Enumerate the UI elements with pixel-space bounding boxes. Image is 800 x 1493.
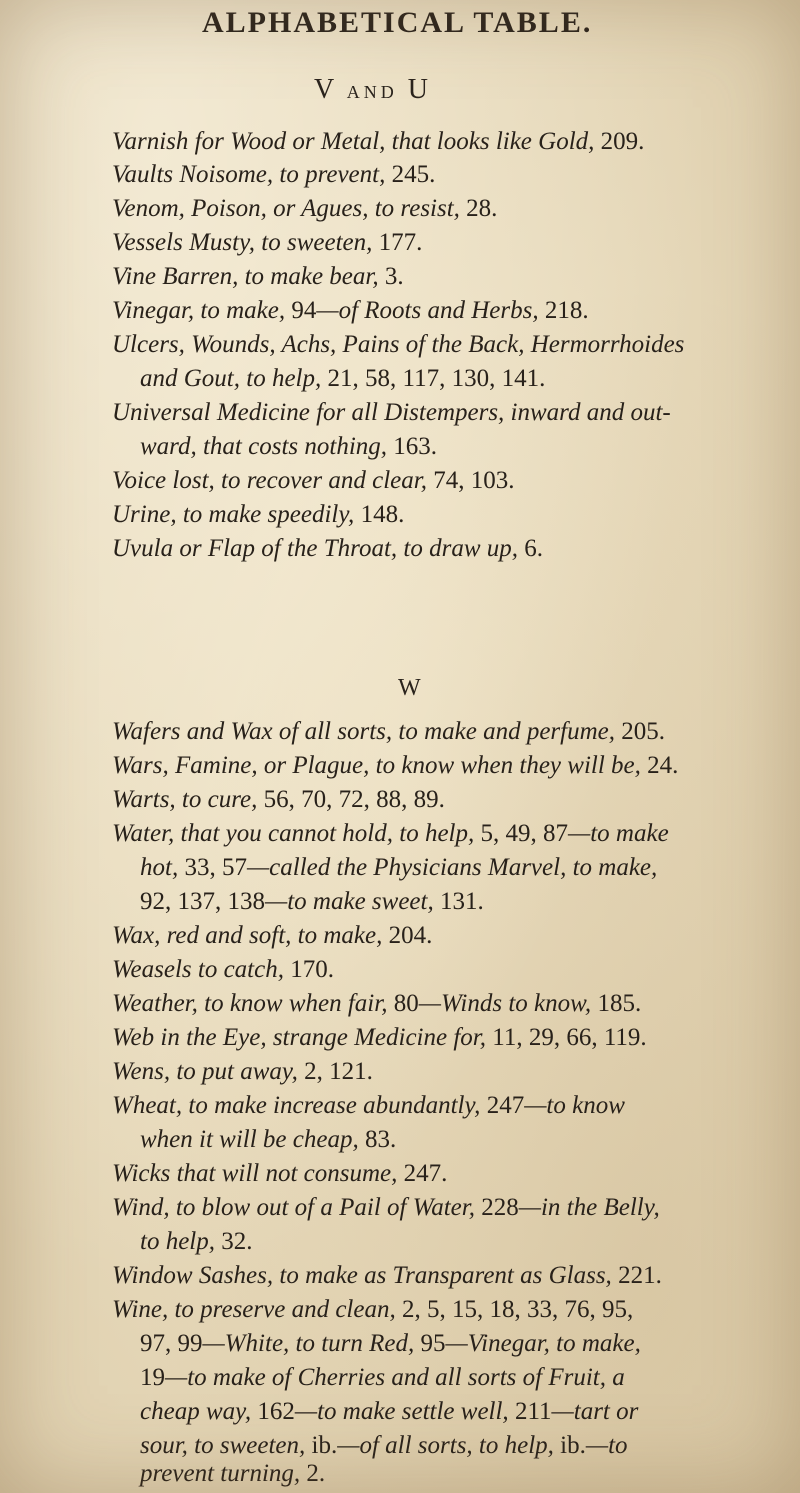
- index-line: Weasels to catch, 170.: [112, 956, 334, 983]
- index-line: Urine, to make speedily, 148.: [112, 501, 405, 528]
- running-head: ALPHABETICAL TABLE.: [202, 6, 593, 39]
- index-line: 19—to make of Cherries and all sorts of Fruit, a: [140, 1364, 625, 1391]
- index-line: Vessels Musty, to sweeten, 177.: [112, 229, 423, 256]
- section-and: AND: [346, 82, 398, 102]
- index-line: Vine Barren, to make bear, 3.: [112, 263, 404, 290]
- index-line: Wind, to blow out of a Pail of Water, 228—in the Belly,: [112, 1194, 660, 1221]
- index-line: Weather, to know when fair, 80—Winds to know, 185.: [112, 990, 642, 1017]
- index-line: Wars, Famine, or Plague, to know when they will be, 24.: [112, 752, 679, 779]
- index-line: Wens, to put away, 2, 121.: [112, 1058, 373, 1085]
- index-line: 97, 99—White, to turn Red, 95—Vinegar, to make,: [140, 1330, 641, 1357]
- index-line: Wheat, to make increase abundantly, 247—to know: [112, 1092, 625, 1119]
- index-line: Water, that you cannot hold, to help, 5, 49, 87—to make: [112, 820, 669, 847]
- index-line: to help, 32.: [140, 1228, 253, 1255]
- index-line: Ulcers, Wounds, Achs, Pains of the Back, Hermorrhoides: [112, 331, 685, 358]
- index-line: Warts, to cure, 56, 70, 72, 88, 89.: [112, 786, 445, 813]
- index-line: Voice lost, to recover and clear, 74, 103.: [112, 467, 515, 494]
- index-line: Uvula or Flap of the Throat, to draw up, 6.: [112, 535, 544, 562]
- index-line: Varnish for Wood or Metal, that looks like Gold, 209.: [112, 128, 645, 155]
- index-line: and Gout, to help, 21, 58, 117, 130, 141.: [140, 365, 546, 392]
- index-line: cheap way, 162—to make settle well, 211—tart or: [140, 1398, 639, 1425]
- index-line: Universal Medicine for all Distempers, inward and out-: [112, 399, 671, 426]
- index-line: Venom, Poison, or Agues, to resist, 28.: [112, 195, 498, 222]
- index-line: Window Sashes, to make as Transparent as Glass, 221.: [112, 1262, 662, 1289]
- section-heading-w: W: [398, 675, 424, 701]
- index-line: Vinegar, to make, 94—of Roots and Herbs, 218.: [112, 297, 589, 324]
- index-line: hot, 33, 57—called the Physicians Marvel, to make,: [140, 854, 658, 881]
- index-line: Web in the Eye, strange Medicine for, 11, 29, 66, 119.: [112, 1024, 647, 1051]
- index-line: Wax, red and soft, to make, 204.: [112, 922, 433, 949]
- index-line: prevent turning, 2.: [140, 1460, 326, 1487]
- index-line: sour, to sweeten, ib.—of all sorts, to help, ib.—to: [140, 1432, 628, 1459]
- index-line: Wicks that will not consume, 247.: [112, 1160, 448, 1187]
- index-line: 92, 137, 138—to make sweet, 131.: [140, 888, 484, 915]
- index-line: Wine, to preserve and clean, 2, 5, 15, 18, 33, 76, 95,: [112, 1296, 634, 1323]
- index-line: Vaults Noisome, to prevent, 245.: [112, 161, 436, 188]
- index-line: when it will be cheap, 83.: [140, 1126, 397, 1153]
- section-letter-u: U: [407, 74, 431, 105]
- section-letter-v: V: [314, 74, 337, 105]
- section-heading-v-and-u: [314, 74, 431, 106]
- index-line: ward, that costs nothing, 163.: [140, 433, 438, 460]
- index-line: Wafers and Wax of all sorts, to make and perfume, 205.: [112, 718, 665, 745]
